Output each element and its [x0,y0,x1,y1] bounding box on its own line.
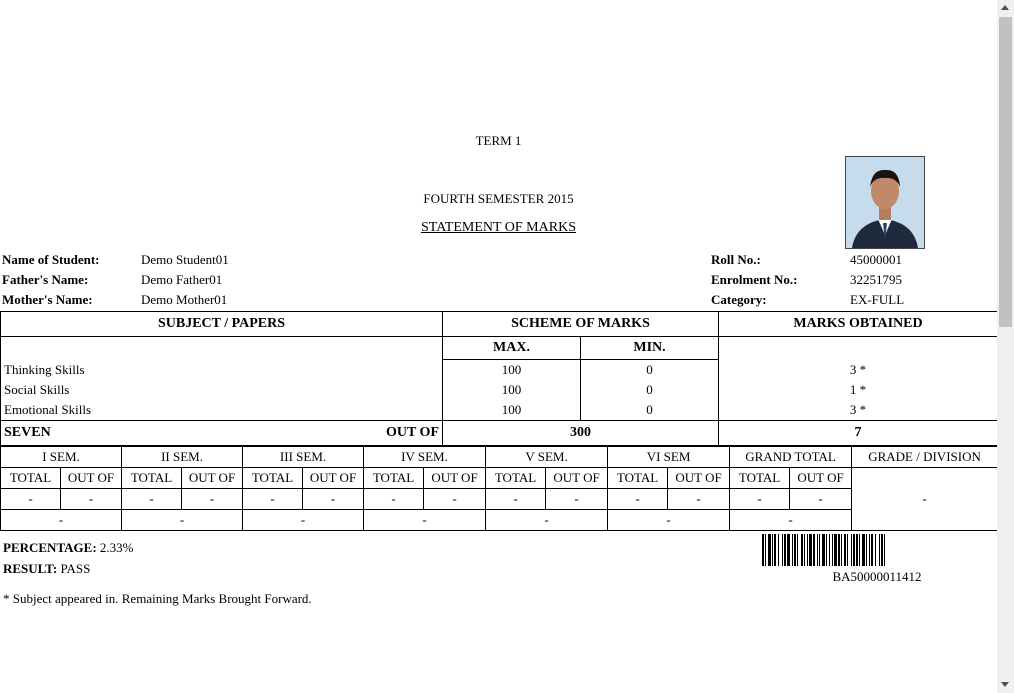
vertical-scrollbar[interactable] [997,0,1014,693]
sem-value: - [243,489,303,510]
semester-header: V SEM. [486,447,608,468]
result-line [3,561,90,577]
out-of-subheader: OUT OF [668,468,730,489]
semester-header: VI SEM [608,447,730,468]
out-of-subheader: OUT OF [61,468,122,489]
obtained-marks: 3 * [719,360,998,381]
scroll-down-icon[interactable] [1001,682,1009,687]
term-label: TERM 1 [475,133,522,148]
table-row [1,380,998,400]
total-in-words-cell [1,421,443,446]
grand-total-header: GRAND TOTAL [730,447,852,468]
sem-result: - [122,510,243,531]
obtained-spacer-cell [719,337,998,360]
scroll-up-icon[interactable] [1001,5,1009,10]
father-name-value: Demo Father01 [141,272,223,287]
obtained-total: 7 [719,421,998,446]
subject-papers-header: SUBJECT / PAPERS [1,312,443,337]
sem-value: - [61,489,122,510]
subject-name: Emotional Skills [1,400,443,421]
enrolment-no-label: Enrolment No.: [711,272,798,287]
result-label: RESULT: [3,561,58,576]
sem-value: - [730,489,790,510]
student-name-value: Demo Student01 [141,252,229,267]
out-of-subheader: OUT OF [303,468,364,489]
category-label: Category: [711,292,767,307]
percentage-line [3,540,134,556]
scrollbar-thumb[interactable] [999,17,1012,327]
subject-spacer-cell [1,337,443,360]
grade-division-header: GRADE / DIVISION [852,447,998,468]
sem-result: - [608,510,730,531]
total-subheader: TOTAL [486,468,546,489]
subject-name: Thinking Skills [1,360,443,381]
table-row [1,400,998,421]
semester-label: FOURTH SEMESTER 2015 [423,191,574,206]
mother-name-value: Demo Mother01 [141,292,228,307]
footnote: * Subject appeared in. Remaining Marks Brought Forward. [3,591,312,606]
semester-header: I SEM. [1,447,122,468]
obtained-marks: 1 * [719,380,998,400]
total-subheader: TOTAL [243,468,303,489]
sem-result: - [730,510,852,531]
min-header: MIN. [581,337,719,360]
grade-division-value: - [852,468,998,531]
result-value: PASS [60,561,91,576]
sem-value: - [182,489,243,510]
statement-title: STATEMENT OF MARKS [421,220,576,235]
percentage-value: 2.33% [99,540,134,555]
semester-header: II SEM. [122,447,243,468]
semester-header: III SEM. [243,447,364,468]
obtained-marks: 3 * [719,400,998,421]
max-marks: 100 [443,400,581,421]
sem-value: - [1,489,61,510]
category-value: EX-FULL [850,292,905,307]
out-of-subheader: OUT OF [424,468,486,489]
total-subheader: TOTAL [730,468,790,489]
semester-header-row [1,447,998,468]
semester-table [0,446,998,531]
sem-value: - [424,489,486,510]
min-marks: 0 [581,360,719,381]
sem-value: - [303,489,364,510]
sem-value: - [608,489,668,510]
sem-value: - [122,489,182,510]
enrolment-no-value: 32251795 [850,272,902,287]
total-subheader: TOTAL [122,468,182,489]
sem-value: - [486,489,546,510]
out-of-subheader: OUT OF [546,468,608,489]
max-total: 300 [443,421,719,446]
total-subheader: TOTAL [364,468,424,489]
sem-result: - [486,510,608,531]
percentage-label: PERCENTAGE: [3,540,97,555]
barcode-icon [762,534,992,566]
total-subheader: TOTAL [608,468,668,489]
roll-no-label: Roll No.: [711,252,761,267]
barcode-text: BA50000011412 [832,569,922,584]
sem-value: - [364,489,424,510]
sem-value: - [546,489,608,510]
semester-result-row [1,510,998,531]
min-marks: 0 [581,400,719,421]
sem-value: - [790,489,852,510]
scheme-of-marks-header: SCHEME OF MARKS [443,312,719,337]
roll-no-value: 45000001 [850,252,902,267]
semester-subheader-row [1,468,998,489]
sem-result: - [364,510,486,531]
marks-table [0,311,998,446]
semester-header: IV SEM. [364,447,486,468]
table-row [1,360,998,381]
out-of-label: OUT OF [385,425,439,440]
max-marks: 100 [443,380,581,400]
semester-values-row [1,489,998,510]
student-name-label: Name of Student: [2,252,100,267]
max-header: MAX. [443,337,581,360]
sem-result: - [243,510,364,531]
sem-result: - [1,510,122,531]
mother-name-label: Mother's Name: [2,292,93,307]
total-in-words: SEVEN [4,425,51,440]
out-of-subheader: OUT OF [790,468,852,489]
sem-value: - [668,489,730,510]
min-marks: 0 [581,380,719,400]
subject-name: Social Skills [1,380,443,400]
max-marks: 100 [443,360,581,381]
total-subheader: TOTAL [1,468,61,489]
marks-obtained-header: MARKS OBTAINED [719,312,998,337]
out-of-subheader: OUT OF [182,468,243,489]
father-name-label: Father's Name: [2,272,89,287]
